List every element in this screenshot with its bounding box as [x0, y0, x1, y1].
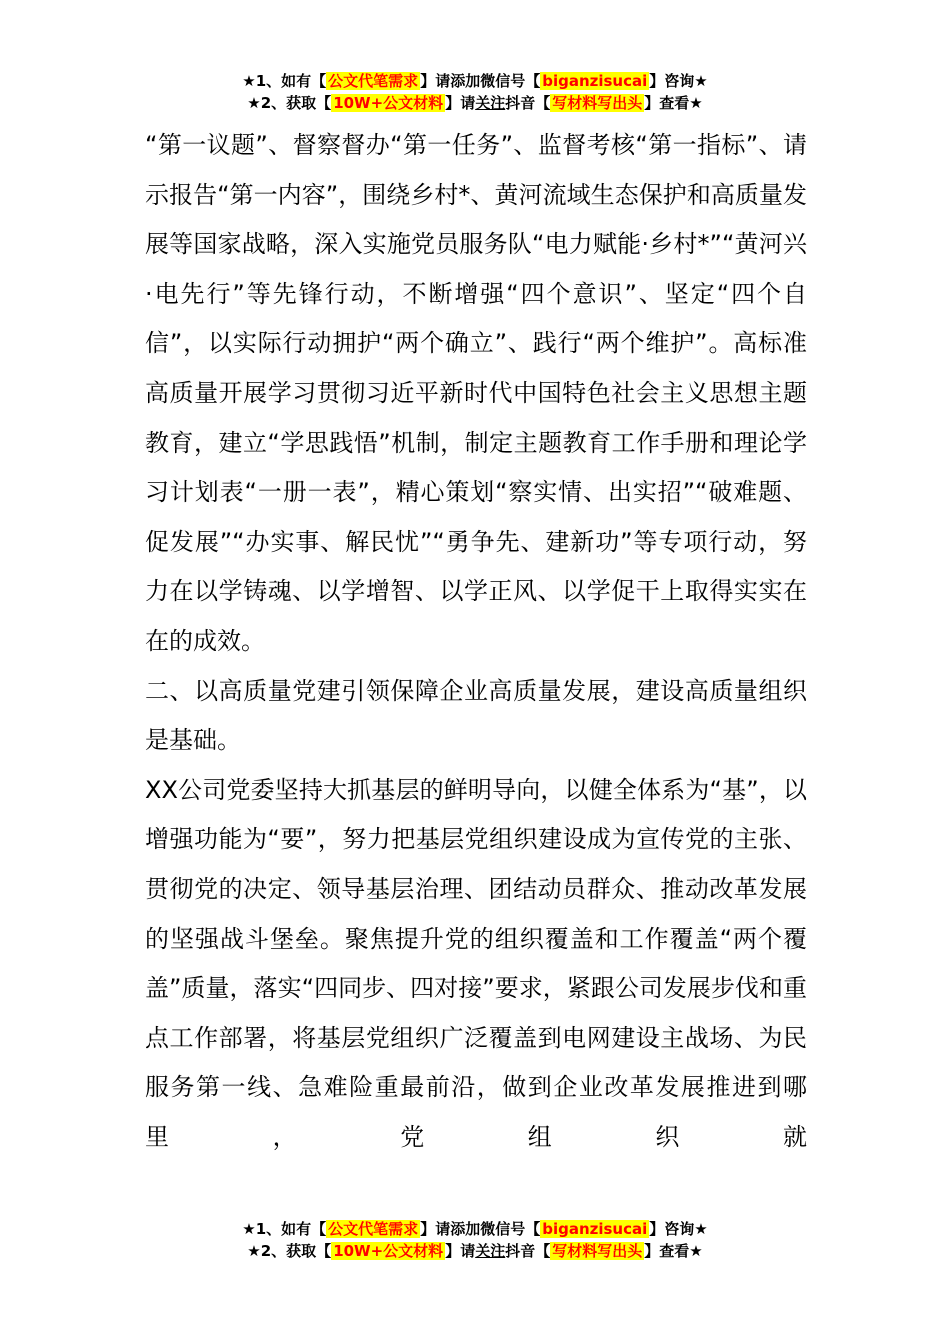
- promo-highlight-account: 写材料写出头: [552, 1242, 643, 1260]
- promo-banner-top: [0, 70, 950, 114]
- section-heading-2: 二、以高质量党建引领保障企业高质量发展，建设高质量组织是基础。: [145, 676, 807, 755]
- promo-line-1: [0, 70, 950, 92]
- promo-highlight-wechat-id: biganzisucai: [542, 72, 648, 90]
- promo-line-1: [0, 1218, 950, 1240]
- promo-text: 】咨询★: [649, 72, 708, 90]
- promo-text: 】请: [445, 94, 476, 112]
- promo-text: 】查看★: [644, 1242, 703, 1260]
- body-paragraph-3: XX公司党委坚持大抓基层的鲜明导向，以健全体系为“基”，以增强功能为“要”，努力把基层党组织建设成为宣传党的主张、贯彻党的决定、领导基层治理、团结动员群众、推动改革发展的坚强战斗堡垒。聚焦提升党的组织覆盖和工作覆盖“两个覆盖”质量，落实“四同步、四对接”要求，紧跟公司发展步伐和重点工作部署，将基层党组织广泛覆盖到电网建设主战场、为民服务第一线、急难险重最前沿，做到企业改革发展推进到哪里，党组织就: [145, 775, 807, 1151]
- promo-text: 】咨询★: [649, 1220, 708, 1238]
- promo-underlined-follow: 关注: [475, 94, 506, 112]
- promo-text: 】请: [445, 1242, 476, 1260]
- promo-underlined-follow: 关注: [475, 1242, 506, 1260]
- promo-text: 】查看★: [644, 94, 703, 112]
- promo-highlight-materials: 10W+公文材料: [333, 94, 444, 112]
- promo-line-2: [0, 1240, 950, 1262]
- promo-text: ★2、获取【: [247, 1242, 332, 1260]
- document-body: [145, 121, 807, 1162]
- promo-line-2: [0, 92, 950, 114]
- promo-text: 】请添加微信号【: [420, 72, 541, 90]
- promo-highlight-wechat-id: biganzisucai: [542, 1220, 648, 1238]
- promo-text: ★2、获取【: [247, 94, 332, 112]
- promo-banner-bottom: [0, 1218, 950, 1262]
- promo-highlight-service: 公文代笔需求: [328, 72, 419, 90]
- promo-text: ★1、如有【: [242, 72, 327, 90]
- body-paragraph-1: “第一议题”、督察督办“第一任务”、监督考核“第一指标”、请示报告“第一内容”，围绕乡村*、黄河流域生态保护和高质量发展等国家战略，深入实施党员服务队“电力赋能·乡村*”“黄河兴·电先行”等先锋行动，不断增强“四个意识”、坚定“四个自信”，以实际行动拥护“两个确立”、践行“两个维护”。高标准高质量开展学习贯彻习近平新时代中国特色社会主义思想主题教育，建立“学思践悟”机制，制定主题教育工作手册和理论学习计划表“一册一表”，精心策划“察实情、出实招”“破难题、促发展”“办实事、解民忧”“勇争先、建新功”等专项行动，努力在以学铸魂、以学增智、以学正风、以学促干上取得实实在在的成效。: [145, 131, 807, 655]
- promo-text: 】请添加微信号【: [420, 1220, 541, 1238]
- promo-highlight-account: 写材料写出头: [552, 94, 643, 112]
- promo-highlight-service: 公文代笔需求: [328, 1220, 419, 1238]
- promo-highlight-materials: 10W+公文材料: [333, 1242, 444, 1260]
- promo-text: 抖音【: [505, 94, 551, 112]
- promo-text: 抖音【: [505, 1242, 551, 1260]
- promo-text: ★1、如有【: [242, 1220, 327, 1238]
